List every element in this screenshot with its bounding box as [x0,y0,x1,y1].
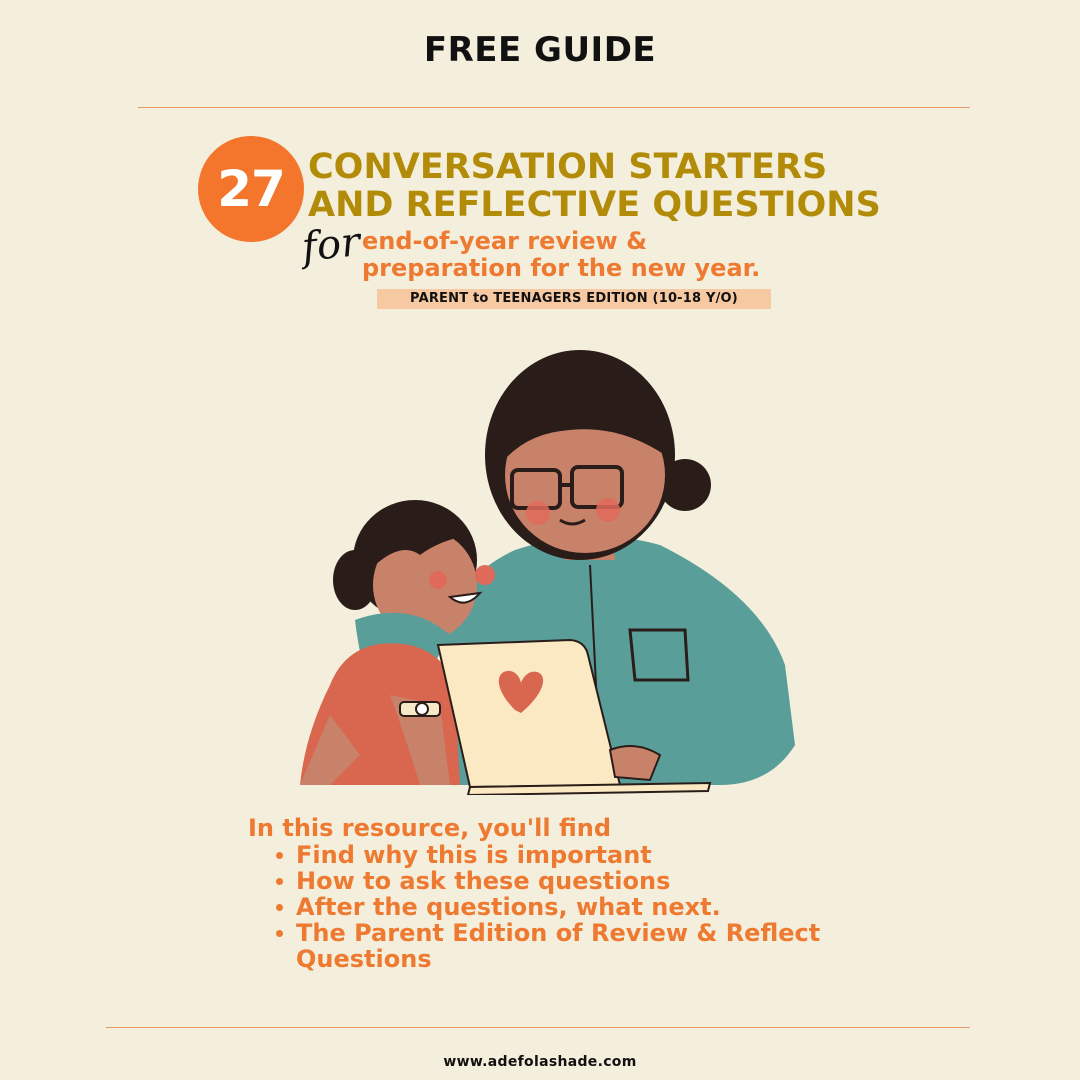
headline [308,148,881,224]
list-item: The Parent Edition of Review & Reflect Questions [272,920,856,972]
resource-list [248,842,856,972]
resource-intro: In this resource, you'll find [248,814,612,842]
list-item: Find why this is important [272,842,856,868]
subtitle-line-2: preparation for the new year. [362,254,761,282]
number-badge: 27 [198,136,304,242]
parent-child-laptop-illustration [290,335,810,795]
subtitle-line-1: end-of-year review & [362,227,647,255]
for-script-word: for [299,219,363,271]
headline-line-2: AND REFLECTIVE QUESTIONS [308,185,881,225]
subtitle [362,228,760,282]
resource-summary [248,815,856,972]
edition-tag: PARENT to TEENAGERS EDITION (10-18 Y/O) [377,289,771,309]
list-item: After the questions, what next. [272,894,856,920]
headline-line-1: CONVERSATION STARTERS [308,147,828,187]
top-divider [138,107,970,108]
footer-url: www.adefolashade.com [443,1054,637,1070]
list-item: How to ask these questions [272,868,856,894]
bottom-divider [106,1027,970,1028]
page-title: FREE GUIDE [423,30,657,70]
